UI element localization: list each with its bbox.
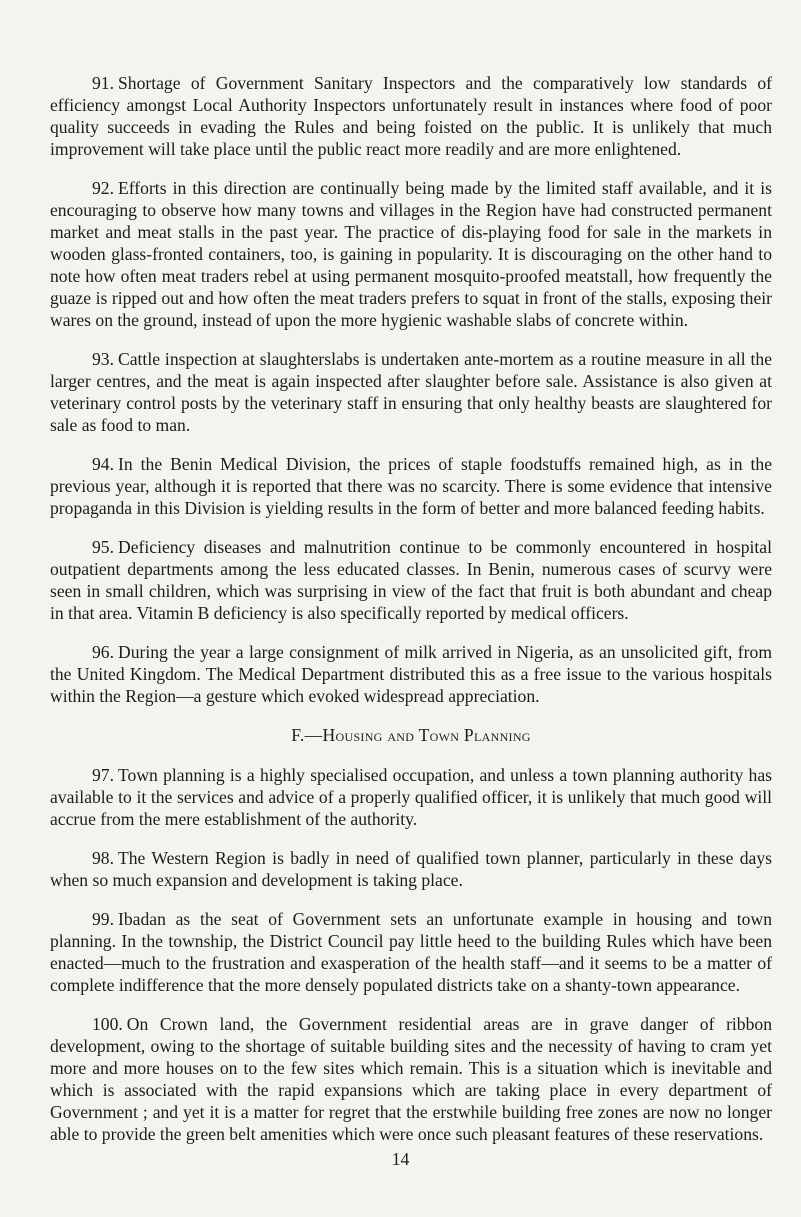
paragraph-number: 91. <box>92 73 114 93</box>
paragraph-92 <box>50 177 772 331</box>
paragraph-100 <box>50 1013 772 1145</box>
paragraph-number: 97. <box>92 765 114 785</box>
paragraph-text: Efforts in this direction are continually being made by the limited staff available, and it is encouraging to observe how many towns and villages in the Region have had constructed permanent market and meat stalls in the past year. The practice of dis-playing food for sale in the markets in wooden glass-fronted containers, too, is gaining in popularity. It is discouraging on the other hand to note how often meat traders rebel at using permanent mosquito-proofed meatstall, how frequently the guaze is ripped out and how often the meat traders prefers to squat in front of the stalls, exposing their wares on the ground, instead of upon the more hygienic washable slabs of concrete within. <box>50 178 772 330</box>
paragraph-text: Shortage of Government Sanitary Inspectors and the comparatively low standards of efficiency amongst Local Authority Inspectors unfortunately result in instances where food of poor quality succeeds in evading the Rules and being foisted on the public. It is unlikely that much improvement will take place until the public react more readily and are more enlightened. <box>50 73 772 159</box>
paragraph-number: 92. <box>92 178 114 198</box>
section-heading: F.—Housing and Town Planning <box>291 725 531 745</box>
document-page <box>50 72 772 1162</box>
paragraph-97 <box>50 764 772 830</box>
paragraph-99 <box>50 908 772 996</box>
paragraph-96 <box>50 641 772 707</box>
paragraph-text: Cattle inspection at slaughterslabs is undertaken ante-mortem as a routine measure in all the larger centres, and the meat is again inspected after slaughter before sale. Assistance is also given at veterinary control posts by the veterinary staff in ensuring that only healthy beasts are slaughtered for sale as food to man. <box>50 349 772 435</box>
paragraph-text: Deficiency diseases and malnutrition continue to be commonly encountered in hospital outpatient departments among the less educated classes. In Benin, numerous cases of scurvy were seen in small children, which was surprising in view of the fact that fruit is both abundant and cheap in that area. Vitamin B deficiency is also specifically reported by medical officers. <box>50 537 772 623</box>
paragraph-94 <box>50 453 772 519</box>
paragraph-number: 98. <box>92 848 114 868</box>
paragraph-number: 93. <box>92 349 114 369</box>
paragraph-93 <box>50 348 772 436</box>
paragraph-number: 100. <box>92 1014 123 1034</box>
paragraph-text: The Western Region is badly in need of qualified town planner, particularly in these days when so much expansion and development is taking place. <box>50 848 772 890</box>
paragraph-number: 96. <box>92 642 114 662</box>
paragraph-text: Ibadan as the seat of Government sets an unfortunate example in housing and town planning. In the township, the District Council pay little heed to the building Rules which have been enacted—much to the frustration and exasperation of the health staff—and it seems to be a matter of complete indifference that the more densely populated districts take on a shanty-town appearance. <box>50 909 772 995</box>
page-number: 14 <box>391 1149 410 1169</box>
paragraph-91 <box>50 72 772 160</box>
paragraph-number: 95. <box>92 537 114 557</box>
paragraph-98 <box>50 847 772 891</box>
paragraph-text: On Crown land, the Government residential areas are in grave danger of ribbon development, owing to the shortage of suitable building sites and the necessity of having to cram yet more and more houses on to the few sites which remain. This is a situation which is inevitable and which is associated with the rapid expansions which are taking place in every department of Government ; and yet it is a matter for regret that the erstwhile building free zones are now no longer able to provide the green belt amenities which were once such pleasant features of these reservations. <box>50 1014 772 1144</box>
paragraph-95 <box>50 536 772 624</box>
paragraph-text: Town planning is a highly specialised occupation, and unless a town planning authority has available to it the services and advice of a properly qualified officer, it is unlikely that much good will accrue from the mere establishment of the authority. <box>50 765 772 829</box>
paragraph-text: In the Benin Medical Division, the prices of staple foodstuffs remained high, as in the previous year, although it is reported that there was no scarcity. There is some evidence that intensive propaganda in this Division is yielding results in the form of better and more balanced feeding habits. <box>50 454 772 518</box>
paragraph-text: During the year a large consignment of milk arrived in Nigeria, as an unsolicited gift, from the United Kingdom. The Medical Department distributed this as a free issue to the various hospitals within the Region—a gesture which evoked widespread appreciation. <box>50 642 772 706</box>
paragraph-number: 99. <box>92 909 114 929</box>
paragraph-number: 94. <box>92 454 114 474</box>
